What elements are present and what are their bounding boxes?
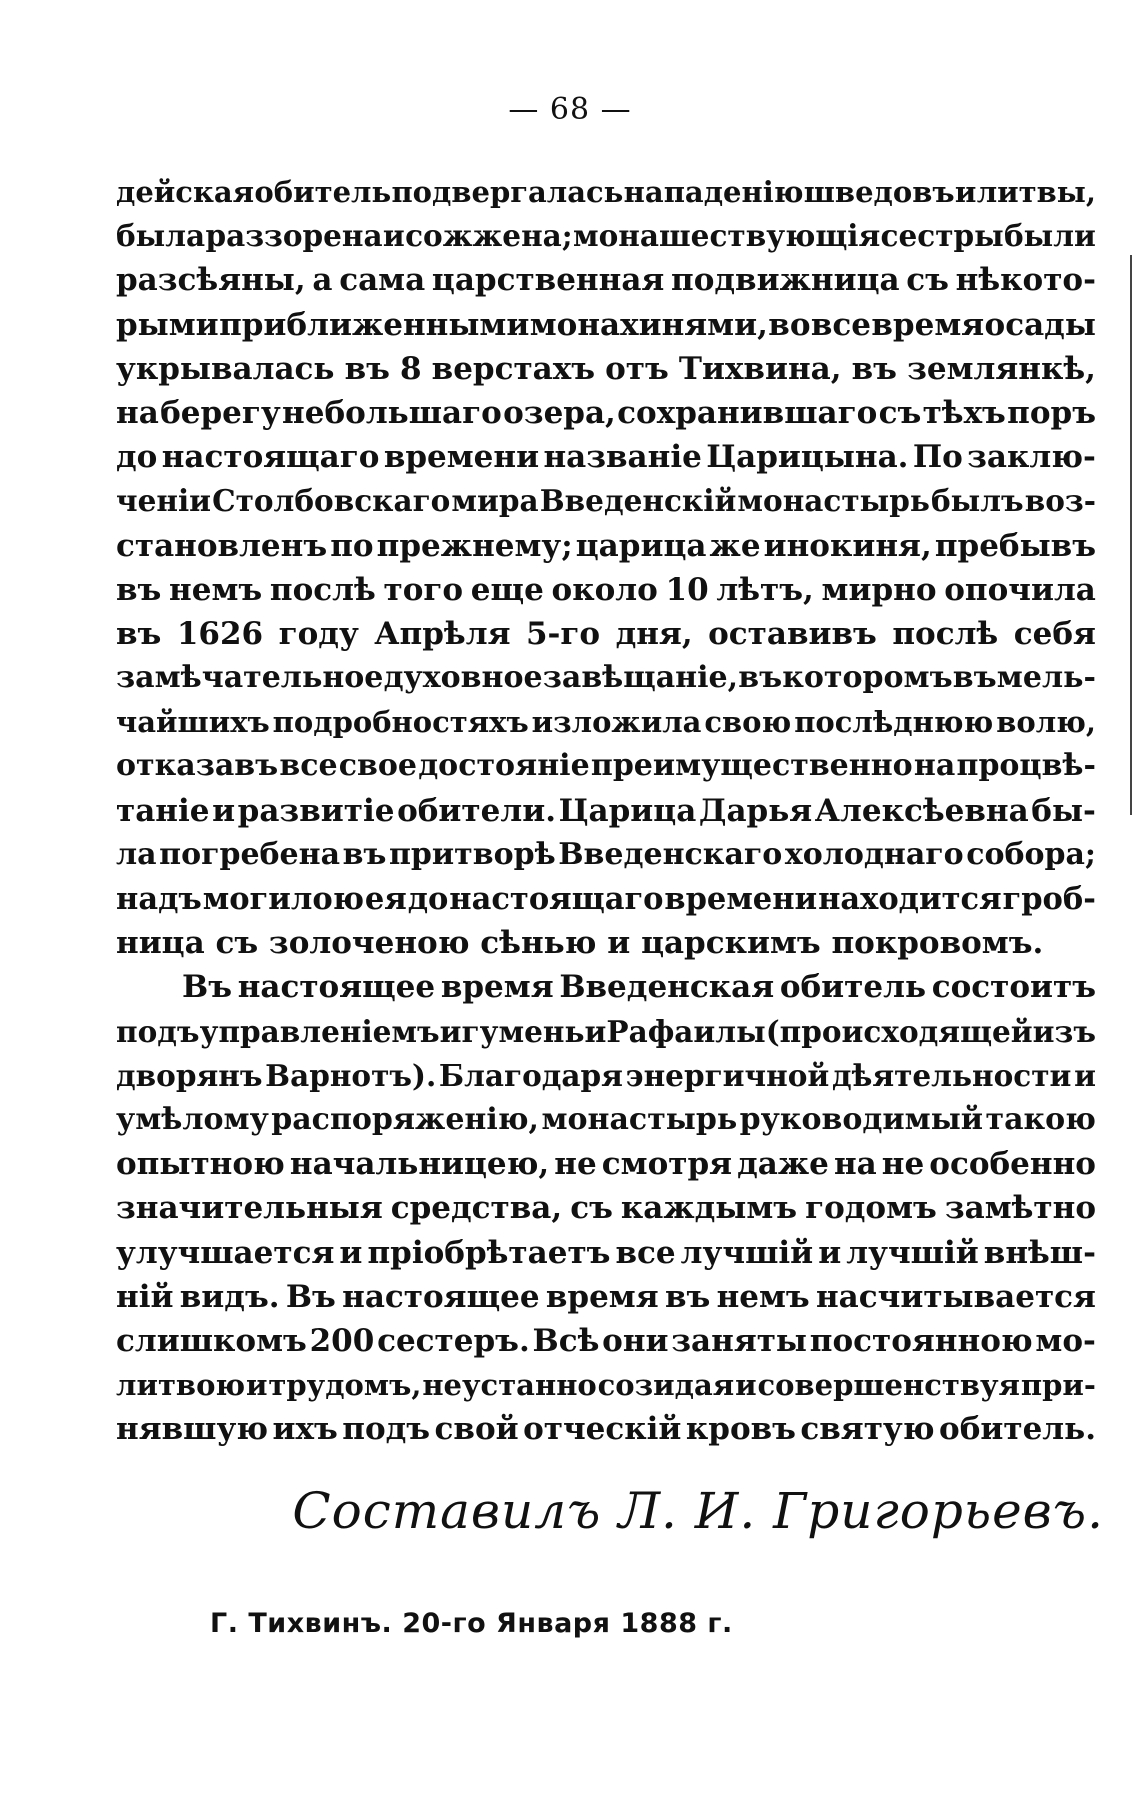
- text-line: умѣлому распоряженію, монастырь руководимый такою: [116, 1101, 1096, 1137]
- text-line: замѣчательное духовное завѣщаніе, въ которомъ въ мель-: [116, 660, 1096, 696]
- text-line: отказавъ все свое достояніе преимущественно на процвѣ-: [116, 748, 1096, 784]
- text-line: въ 1626 году Апрѣля 5-го дня, оставивъ послѣ себя: [116, 615, 1096, 652]
- text-line: укрывалась въ 8 верстахъ отъ Тихвина, въ землянкѣ,: [116, 350, 1096, 387]
- text-line: подъ управленіемъ игуменьи Рафаилы (происходящей изъ: [116, 1013, 1097, 1049]
- text-line: ла погребена въ притворѣ Введенскаго холоднаго собора;: [116, 836, 1096, 872]
- text-line: до настоящаго времени названіе Царицына. По заклю-: [116, 439, 1096, 476]
- text-line: на берегу небольшаго озера, сохранившаго съ тѣхъ поръ: [116, 394, 1096, 431]
- text-line: нявшую ихъ подъ свой отческій кровъ святую обитель.: [116, 1411, 1096, 1448]
- author-signature: Составилъ Л. И. Григорьевъ.: [292, 1482, 1104, 1540]
- text-line: таніе и развитіе обители. Царица Дарья Алексѣевна бы-: [116, 792, 1096, 829]
- text-line: ченіи Столбовскаго мира Введенскій монастырь былъ воз-: [116, 483, 1096, 519]
- paragraph-1: [116, 170, 1096, 965]
- text-line: слишкомъ 200 сестеръ. Всѣ они заняты постоянною мо-: [116, 1322, 1096, 1359]
- text-line: ница съ золоченою сѣнью и царскимъ покровомъ.: [116, 925, 1044, 962]
- text-line: дейская обитель подвергалась нападенію шведовъ и литвы,: [116, 175, 1096, 209]
- text-line: дворянъ Варнотъ). Благодаря энергичной дѣятельности и: [116, 1057, 1096, 1093]
- text-line: ній видъ. Въ настоящее время въ немъ насчитывается: [116, 1278, 1096, 1315]
- text-line: была раззорена и сожжена; монашествующія сестры были: [116, 218, 1096, 254]
- text-line: литвою и трудомъ, неустанно созидая и совершенствуя при-: [116, 1368, 1096, 1403]
- text-line: чайшихъ подробностяхъ изложила свою послѣднюю волю,: [116, 705, 1096, 740]
- place-date: Г. Тихвинъ. 20-го Января 1888 г.: [210, 1608, 733, 1639]
- text-line: разсѣяны, а сама царственная подвижница съ нѣкото-: [116, 262, 1096, 299]
- text-line: Въ настоящее время Введенская обитель состоитъ: [182, 969, 1096, 1006]
- body-text: [116, 170, 1096, 1451]
- text-line: рыми приближенными монахинями, во все время осады: [116, 306, 1096, 343]
- text-line: въ немъ послѣ того еще около 10 лѣтъ, мирно опочила: [116, 571, 1096, 608]
- page-number: — 68 —: [508, 92, 632, 127]
- text-line: значительныя средства, съ каждымъ годомъ замѣтно: [116, 1190, 1096, 1227]
- paragraph-2: [116, 965, 1096, 1451]
- scan-edge-mark: [1130, 255, 1132, 815]
- text-line: опытною начальницею, не смотря даже на не особенно: [116, 1146, 1096, 1183]
- text-line: становленъ по прежнему; царица же инокиня, пребывъ: [116, 527, 1096, 564]
- text-line: улучшается и пріобрѣтаетъ все лучшій и лучшій внѣш-: [116, 1234, 1096, 1271]
- text-line: надъ могилою ея до настоящаго времени находится гроб-: [116, 881, 1096, 917]
